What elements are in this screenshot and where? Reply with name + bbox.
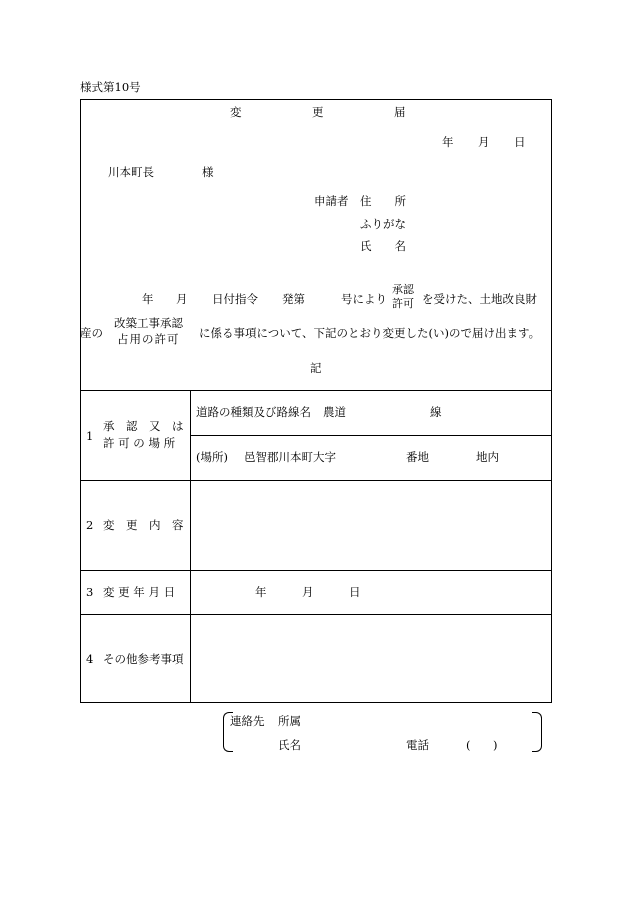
column-divider bbox=[190, 390, 191, 703]
item1-number: 1 bbox=[86, 429, 94, 443]
title-char-1: 変 bbox=[230, 105, 242, 119]
item2-number: 2 bbox=[86, 518, 94, 532]
item4-label: その他参考事項 bbox=[103, 652, 184, 666]
item3-number: 3 bbox=[86, 585, 94, 599]
item4-number: 4 bbox=[86, 652, 94, 666]
title-char-3: 届 bbox=[394, 105, 406, 119]
applicant-address-label: 住 所 bbox=[360, 194, 406, 208]
contact-phone-label: 電話 bbox=[406, 738, 429, 752]
form-number: 様式第10号 bbox=[80, 80, 141, 94]
item3-label: 変 更 年 月 日 bbox=[103, 585, 176, 599]
body-line2-rest: に係る事項について、下記のとおり変更した(い)ので届け出ます。 bbox=[199, 326, 541, 340]
divider-item3-item4 bbox=[80, 614, 552, 615]
addressee-suffix: 様 bbox=[202, 165, 214, 179]
item1-chinai: 地内 bbox=[476, 450, 499, 464]
body-month: 月 bbox=[176, 292, 188, 306]
item1-place-label: (場所) bbox=[196, 450, 228, 464]
date-day: 日 bbox=[514, 135, 526, 149]
item1-road-type: 農道 bbox=[323, 405, 346, 419]
body-number-suffix: 号により bbox=[341, 292, 387, 306]
contact-paren-open: ( bbox=[466, 738, 471, 752]
title-char-2: 更 bbox=[312, 105, 324, 119]
form-frame bbox=[80, 99, 552, 703]
applicant-name-label: 氏 名 bbox=[360, 239, 406, 253]
body-option-bottom: 占用の許可 bbox=[117, 332, 180, 346]
item1-banchi: 番地 bbox=[406, 450, 429, 464]
contact-label: 連絡先 bbox=[230, 714, 265, 728]
contact-name-label: 氏名 bbox=[278, 738, 301, 752]
item3-month: 月 bbox=[302, 585, 314, 599]
body-year: 年 bbox=[142, 292, 154, 306]
body-prefix: 産の bbox=[80, 326, 103, 340]
date-year: 年 bbox=[442, 135, 454, 149]
item2-label: 変 更 内 容 bbox=[103, 518, 184, 532]
body-approval-bottom: 許可 bbox=[392, 297, 414, 310]
ki-label: 記 bbox=[310, 361, 322, 375]
contact-affiliation-label: 所属 bbox=[278, 714, 301, 728]
body-date-order: 日付指令 bbox=[212, 292, 258, 306]
contact-paren-close: ) bbox=[493, 738, 498, 752]
contact-brace-right bbox=[532, 712, 542, 752]
item1-label-top: 承 認 又 は bbox=[103, 419, 184, 433]
item1-label-bottom: 許 可 の 場 所 bbox=[103, 436, 176, 450]
item3-day: 日 bbox=[349, 585, 361, 599]
body-option-top: 改築工事承認 bbox=[114, 316, 183, 330]
item1-place-address: 邑智郡川本町大字 bbox=[244, 450, 336, 464]
applicant-furigana-label: ふりがな bbox=[360, 217, 406, 231]
divider-header-table bbox=[80, 390, 552, 391]
addressee-name: 川本町長 bbox=[108, 165, 154, 179]
body-line1-rest: を受けた、土地改良財 bbox=[422, 292, 537, 306]
body-number-prefix: 発第 bbox=[282, 292, 305, 306]
body-approval-top: 承認 bbox=[392, 283, 414, 296]
date-month: 月 bbox=[478, 135, 490, 149]
divider-item2-item3 bbox=[80, 570, 552, 571]
item3-year: 年 bbox=[255, 585, 267, 599]
item1-line-suffix: 線 bbox=[430, 405, 442, 419]
applicant-label: 申請者 bbox=[314, 194, 349, 208]
divider-item1-inner bbox=[190, 435, 552, 436]
divider-item1-item2 bbox=[80, 480, 552, 481]
item1-road-label: 道路の種類及び路線名 bbox=[196, 405, 311, 419]
